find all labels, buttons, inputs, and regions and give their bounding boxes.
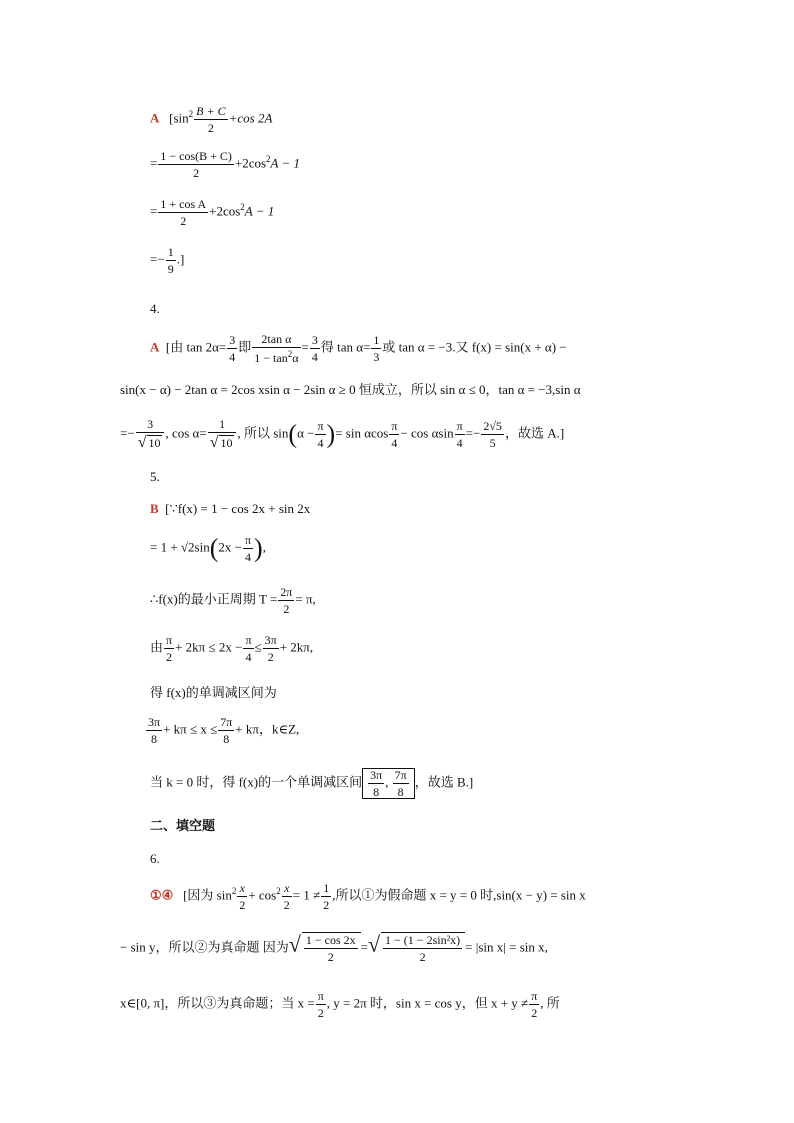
q5-answer-label: B [150, 501, 159, 516]
q5-line-6: $\frac{3\pi}{8}$ + kπ ≤ x ≤ $\frac{7\pi}{8}$ + kπ，k∈Z, [148, 715, 300, 746]
section-title: 二、填空题 [150, 819, 216, 834]
fraction: $\frac{\text{1 + cos A}}{2}$ [160, 197, 207, 228]
q4-line-1: A [由 tan 2α= $\frac{3}{4}$ 即 $\frac{\text{2tan α}}{1 - \tan^2\alpha}$ = $\frac{3}{4}$ 得 tan α= $\frac{1}{3}$ 或 tan α = −3.又 f(x) = sin(x + α) − [150, 332, 567, 365]
q6-number: 6. [150, 851, 160, 866]
q4-line-2: sin(x − α) − 2tan α = 2cos xsin α − 2sin α ≥ 0 恒成立，所以 sin α ≤ 0，tan α = −3,sin α [120, 382, 581, 397]
q5-line-2: = 1 + √2sin(2x − $\frac{\pi}{4}$ ), [150, 533, 266, 564]
q6-line-3: x∈[0, π]，所以③为真命题；当 x = $\frac{\pi}{2}$ , y = 2π 时，sin x = cos y，但 x + y ≠ $\frac{\pi}{2}$ , 所 [120, 989, 560, 1020]
fraction: $\frac{3}{4}$ [311, 333, 318, 364]
fraction: $\frac{2√5}{5}$ [483, 419, 502, 450]
q5-line-7: 当 k = 0 时，得 f(x)的一个单调减区间 $\frac{3\pi}{8}$ , $\frac{7\pi}{8}$ ，故选 B.] [150, 768, 474, 799]
q3-line-4: =− $\frac{1}{9}$ .] [150, 245, 185, 276]
interval-bracket: $\frac{3\pi}{8}$ , $\frac{7\pi}{8}$ [362, 768, 415, 799]
fraction: $\frac{\pi}{2}$ [317, 989, 324, 1020]
fraction: $\frac{3}{4}$ [229, 333, 236, 364]
q6-line-1: ①④ [因为 $\sin^2$ $\frac{x}{2}$ + $\cos^2$ $\frac{x}{2}$ = 1 ≠ $\frac{1}{2}$ ,所以①为假命题 x = y = 0 时,sin(x − y) = sin x [150, 881, 586, 912]
fraction: $\frac{1 - \cos 2x}{2}$ [305, 933, 356, 964]
fraction: $\frac{\pi}{4}$ [245, 633, 252, 664]
q3-line-3: = $\frac{\text{1 + cos A}}{2}$ $+2\cos^2A - 1$ [150, 197, 275, 228]
fraction: $\frac{\pi}{4}$ [456, 419, 463, 450]
q4-number: 4. [150, 301, 160, 316]
fraction: $\frac{1}{3}$ [373, 333, 380, 364]
q4-answer-label: A [150, 339, 160, 355]
fraction: $\frac{3}{√ 10}$ [136, 418, 165, 451]
fraction: $\frac{\pi}{2}$ [166, 633, 173, 664]
fraction: $\frac{7\pi}{8}$ [220, 715, 233, 746]
fraction: $\frac{x}{2}$ [239, 881, 246, 912]
fraction: $\frac{\pi}{2}$ [531, 989, 538, 1020]
fraction: $\frac{\pi}{4}$ [244, 533, 252, 564]
q3-line-1: A [$\sin^2$ $\frac{B + C}{2}$ +cos 2A [150, 104, 273, 135]
fraction: $\frac{\pi}{4}$ [391, 419, 398, 450]
q4-line-3: =− $\frac{3}{√ 10}$ , cos α= $\frac{1}{√ 10}$ , 所以 sin(α − $\frac{\pi}{4}$ )= sin αcos $\frac{\pi}{4}$ − cos αsin $\frac{\pi}{4}$ =− $\frac{2√5}{5}$ ，故选 A.] [120, 417, 565, 451]
fraction: $\frac{1 - \cos(B + C)}{2}$ [160, 149, 232, 180]
q5-line-1: B [∵f(x) = 1 − cos 2x + sin 2x [150, 501, 311, 516]
fraction: $\frac{1}{9}$ [167, 245, 174, 276]
fraction: $\frac{1}{√ 10}$ [208, 418, 237, 451]
fraction: $\frac{3\pi}{8}$ [370, 768, 383, 799]
fraction: $\frac{\text{1 − (1 − 2sin²x)}}{2}$ [385, 933, 461, 964]
fraction: $\frac{7\pi}{8}$ [394, 768, 407, 799]
fraction: $\frac{\text{2tan α}}{1 - \tan^2\alpha}$ [254, 332, 299, 365]
fraction: $\frac{3\pi}{8}$ [148, 715, 161, 746]
q3-answer-label: A [150, 110, 160, 126]
fraction: $\frac{2\pi}{2}$ [280, 585, 293, 616]
q6-line-2: − sin y，所以②为真命题 因为√ $\frac{1 - \cos 2x}{2}$ =√ $\frac{\text{1 − (1 − 2sin²x)}}{2}$ = |sin x| = sin x, [120, 931, 548, 964]
q5-line-5: 得 f(x)的单调减区间为 [150, 685, 277, 700]
q5-number: 5. [150, 469, 160, 484]
q5-line-4: 由 $\frac{\pi}{2}$ + 2kπ ≤ 2x − $\frac{\pi}{4}$ ≤ $\frac{3\pi}{2}$ + 2kπ, [150, 633, 314, 664]
q5-line-3: ∴f(x)的最小正周期 T = $\frac{2\pi}{2}$ = π, [150, 585, 316, 616]
q6-answer-label: ①④ [150, 887, 174, 903]
q3-line-2: = $\frac{1 - \cos(B + C)}{2}$ $+2\cos^2A - 1$ [150, 149, 301, 180]
fraction: $\frac{3\pi}{2}$ [264, 633, 277, 664]
fraction: $\frac{1}{2}$ [323, 881, 330, 912]
fraction: $\frac{B + C}{2}$ [196, 104, 226, 135]
fraction: $\frac{\pi}{4}$ [317, 419, 324, 450]
fraction: $\frac{x}{2}$ [283, 881, 290, 912]
